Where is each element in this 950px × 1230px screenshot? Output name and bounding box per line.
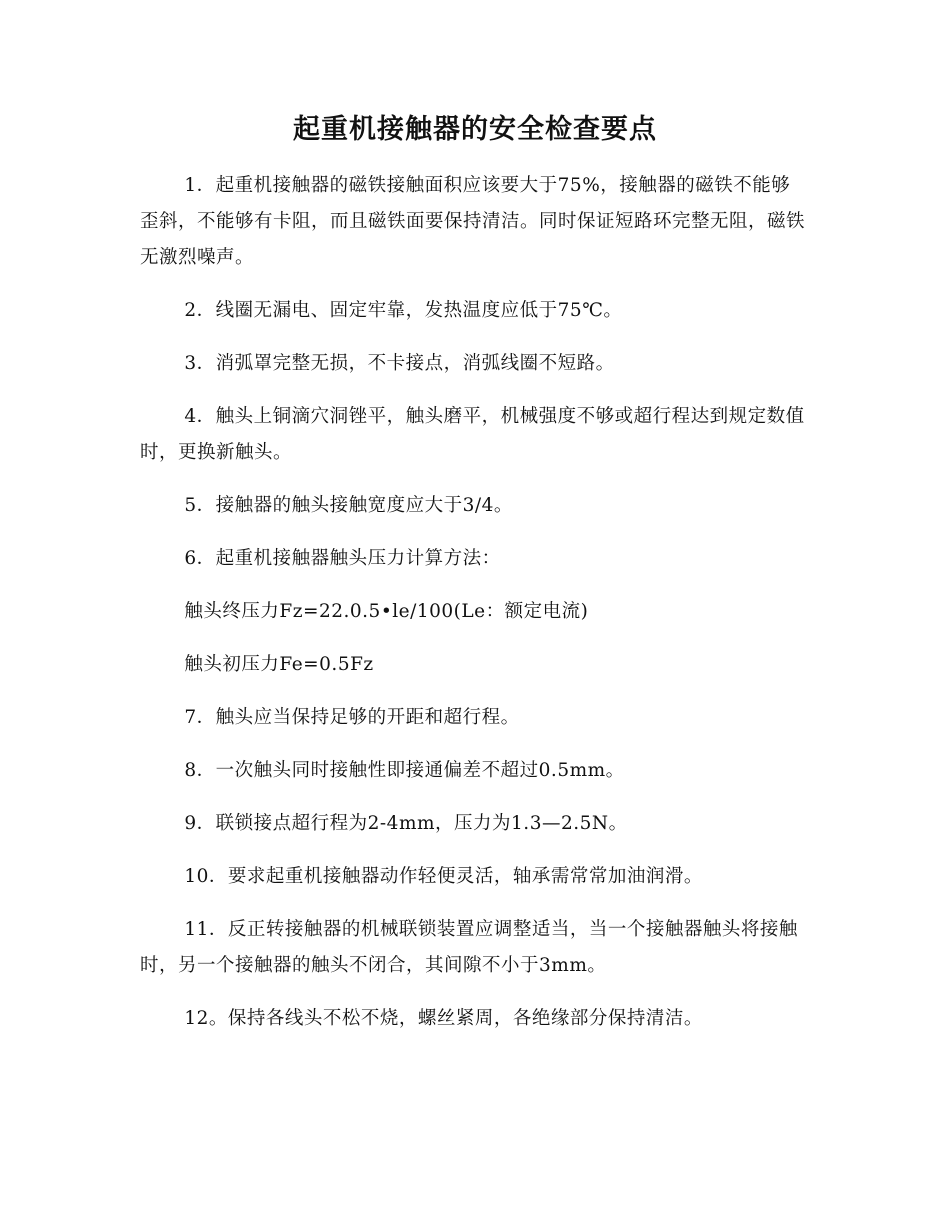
paragraph-11: 11．反正转接触器的机械联锁装置应调整适当，当一个接触器触头将接触时，另一个接触器的触头不闭合，其间隙不小于3mm。: [140, 919, 798, 976]
paragraph-1: 1．起重机接触器的磁铁接触面积应该要大于75%，接触器的磁铁不能够歪斜，不能够有卡阻，而且磁铁面要保持清洁。同时保证短路环完整无阻，磁铁无激烈噪声。: [140, 175, 806, 268]
document-body: [140, 168, 808, 1054]
paragraph-8: 8．一次触头同时接触性即接通偏差不超过0.5mm。: [184, 760, 625, 781]
paragraph-9: 9．联锁接点超行程为2-4mm，压力为1.3—2.5N。: [184, 813, 628, 834]
paragraph-6: 6．起重机接触器触头压力计算方法：: [184, 548, 501, 569]
document-title: 起重机接触器的安全检查要点: [293, 114, 657, 145]
paragraph-5: 5．接触器的触头接触宽度应大于3/4。: [184, 495, 513, 516]
paragraph-3: 3．消弧罩完整无损，不卡接点，消弧线圈不短路。: [184, 353, 615, 374]
formula-final-pressure: 触头终压力Fz=22.0.5•le/100(Le：额定电流): [184, 601, 589, 622]
paragraph-7: 7．触头应当保持足够的开距和超行程。: [184, 707, 520, 728]
paragraph-2: 2．线圈无漏电、固定牢靠，发热温度应低于75℃。: [184, 300, 623, 321]
paragraph-4: 4．触头上铜滴穴洞锉平，触头磨平，机械强度不够或超行程达到规定数值时，更换新触头。: [140, 406, 805, 463]
paragraph-10: 10．要求起重机接触器动作轻便灵活，轴承需常常加油润滑。: [184, 866, 703, 887]
formula-initial-pressure: 触头初压力Fe=0.5Fz: [184, 654, 374, 675]
paragraph-12: 12。保持各线头不松不烧，螺丝紧周，各绝缘部分保持清洁。: [184, 1008, 703, 1029]
